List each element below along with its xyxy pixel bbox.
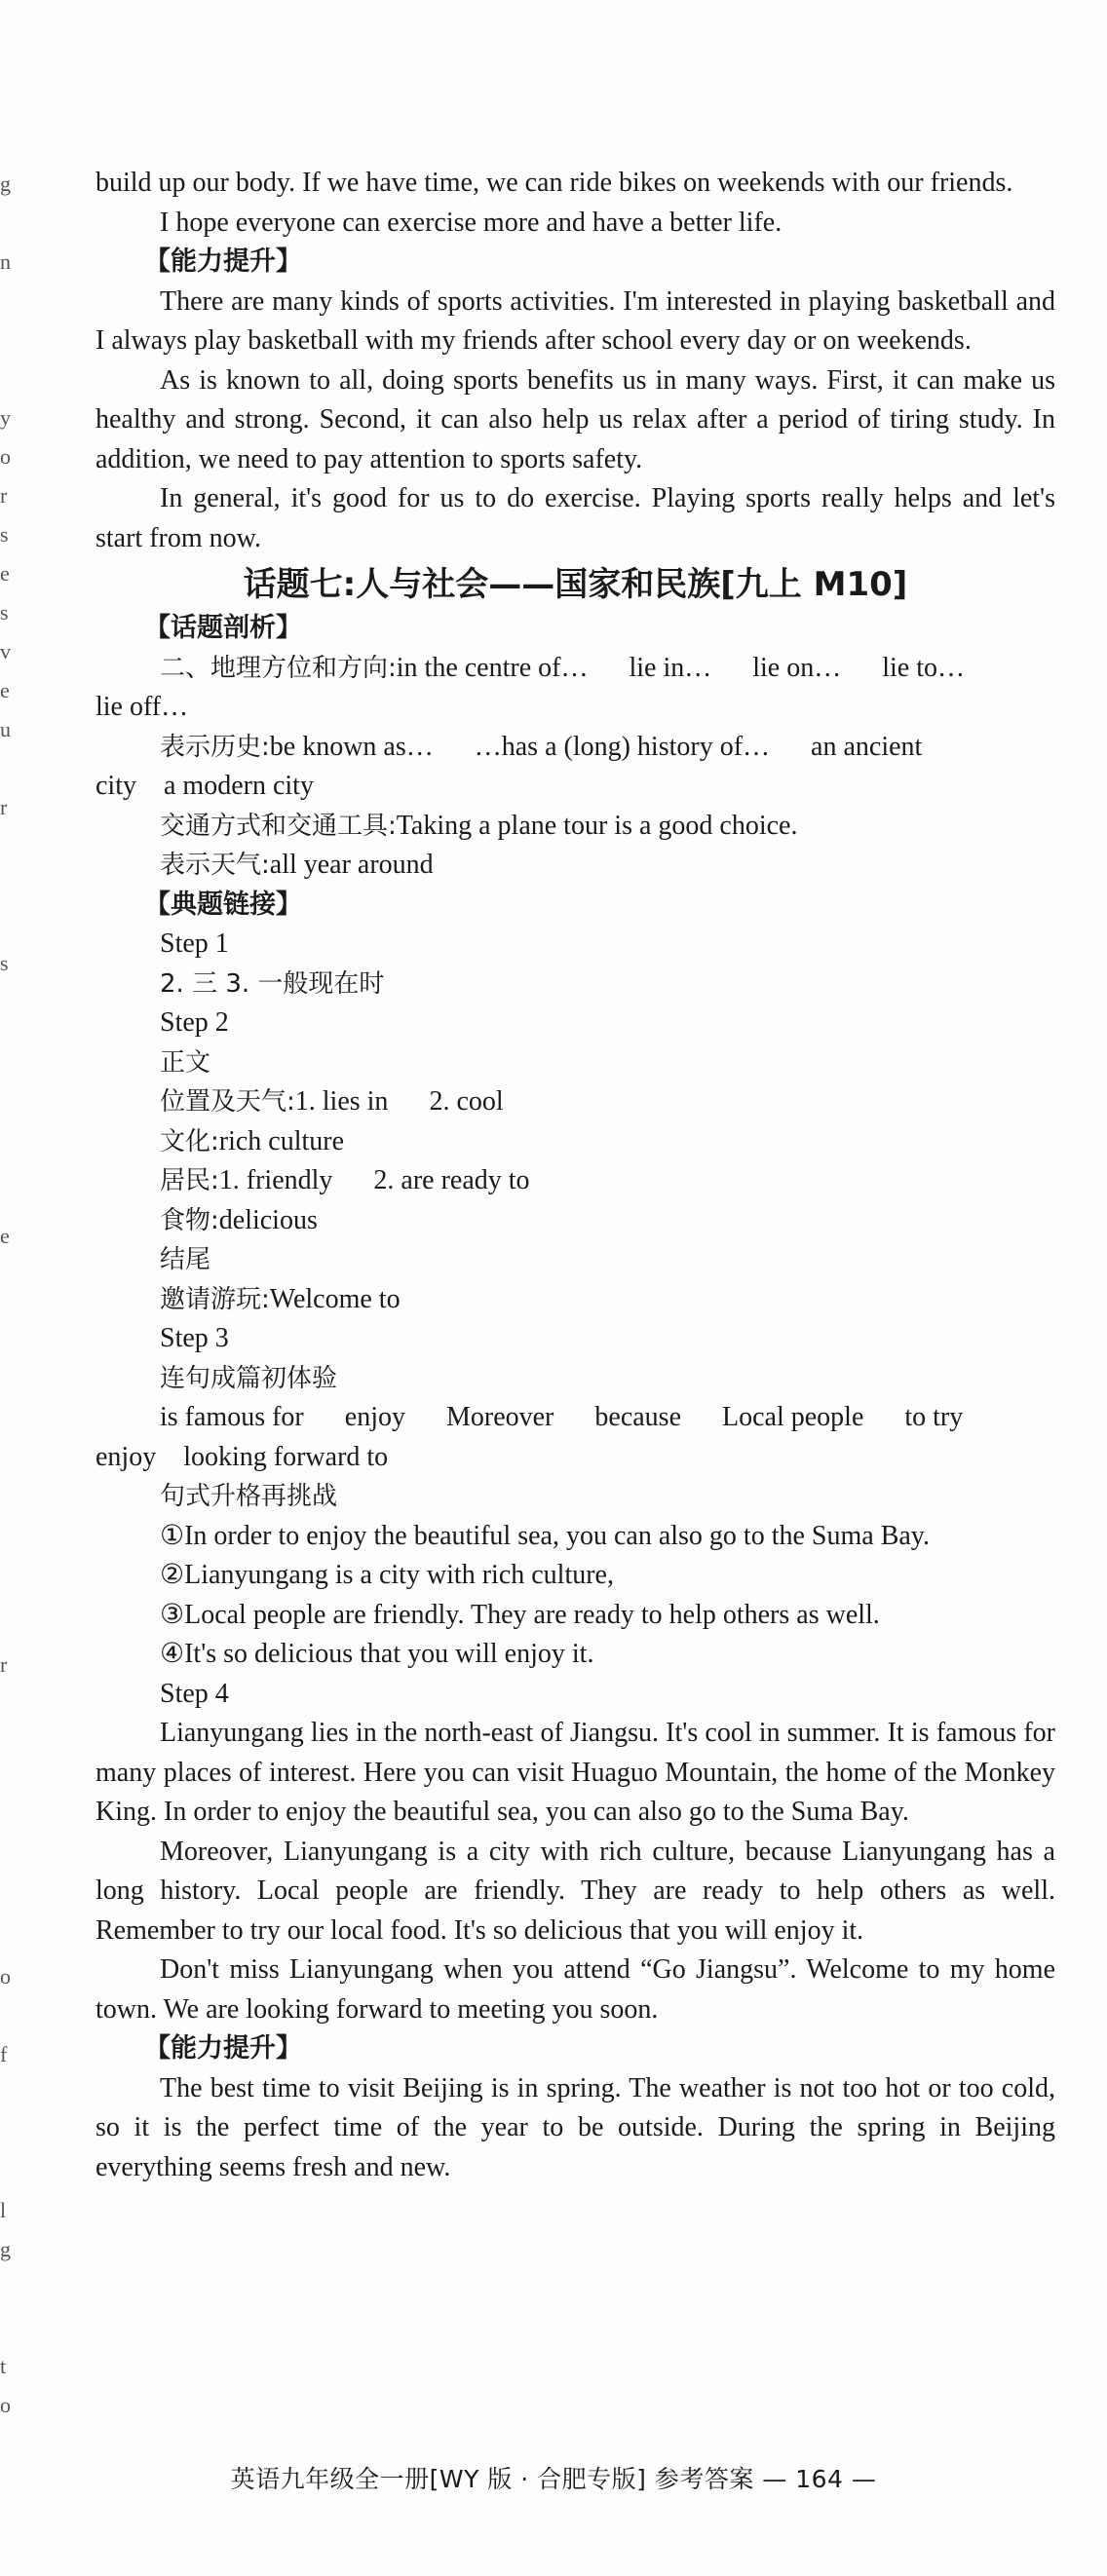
outline-body-label: 正文 (160, 1047, 211, 1078)
phrase: lie to… (882, 652, 965, 683)
model-essay-paragraph: Lianyungang lies in the north-east of Jiangsu. It's cool in summer. It is famous for many places of interest. Here you can visit Huaguo Mountain, the home of the Monkey King. In order to enjoy the beautiful sea, you can also go to the Suma Bay. (95, 1718, 1055, 1827)
model-essay-paragraph: Moreover, Lianyungang is a city with rich culture, because Lianyungang has a long history. Local people are friendly. They are ready to help others as well. Remember to try our local food. It's so delicious that you will enjoy it. (95, 1836, 1055, 1946)
phrase: rich culture (218, 1125, 345, 1156)
phrase: 2. are ready to (373, 1165, 530, 1195)
essay-closing: I hope everyone can exercise more and have a better life. (160, 207, 783, 238)
analysis-label: 表示历史: (160, 732, 270, 762)
topic-title: 话题七:人与社会——国家和民族[九上 M10] (243, 565, 908, 604)
upgraded-sentence: ④It's so delicious that you will enjoy it. (160, 1639, 594, 1669)
analysis-line-position (95, 649, 1055, 689)
phrase: …has a (long) history of… (474, 731, 771, 762)
step-label: Step 4 (160, 1678, 229, 1709)
edge-letter: n (0, 249, 11, 274)
edge-letter: o (0, 444, 11, 469)
outline-food (95, 1201, 1055, 1241)
phrase: Local people (722, 1402, 864, 1432)
analysis-line-transport (95, 807, 1055, 847)
outline-label: 居民: (160, 1166, 219, 1195)
phrase: city (95, 771, 136, 801)
step3-word-bank (95, 1398, 1055, 1438)
phrase: lie on… (752, 652, 842, 683)
phrase: is famous for (160, 1402, 304, 1432)
section-heading-ability: 【能力提升】 (144, 2033, 302, 2064)
analysis-label: 二、地理方位和方向: (160, 653, 397, 683)
edge-letter: s (0, 600, 9, 625)
phrase: Welcome to (269, 1283, 401, 1314)
ability-paragraph: As is known to all, doing sports benefits us in many ways. First, it can make us healthy and strong. Second, it can also help us relax after a period of tiring study. In addition, we need to pay attention to sports safety. (95, 364, 1055, 474)
ability-paragraph: There are many kinds of sports activities. I'm interested in playing basketball and I always play basketball with my friends after school every day or on weekends. (95, 285, 1055, 356)
phrase: delicious (218, 1204, 318, 1235)
essay-continuation: build up our body. If we have time, we can ride bikes on weekends with our friends. (95, 168, 1013, 198)
analysis-label: 表示天气: (160, 851, 270, 880)
phrase: enjoy (95, 1441, 157, 1472)
phrase: 2. cool (429, 1086, 504, 1117)
phrase: looking forward to (183, 1441, 389, 1472)
model-essay-paragraph: Don't miss Lianyungang when you attend “Go Jiangsu”. Welcome to my home town. We are looking forward to meeting you soon. (95, 1954, 1055, 2025)
section-heading-analysis: 【话题剖析】 (144, 613, 302, 643)
edge-letter: u (0, 717, 11, 741)
section-heading-ability: 【能力提升】 (144, 246, 302, 277)
edge-letter: e (0, 678, 10, 702)
step-label: Step 3 (160, 1323, 229, 1353)
analysis-line-position-cont: lie off… (95, 692, 189, 722)
edge-letter: l (0, 2198, 7, 2222)
outline-invite (95, 1280, 1055, 1320)
phrase: in the centre of… (396, 652, 589, 683)
section-heading-example: 【典题链接】 (144, 889, 302, 920)
phrase: because (594, 1402, 681, 1432)
upgraded-sentence: ③Local people are friendly. They are ready to help others as well. (160, 1599, 880, 1630)
analysis-line-weather (95, 846, 1055, 886)
edge-letter: g (0, 171, 11, 196)
phrase: 1. friendly (218, 1165, 333, 1195)
step3-word-bank-cont (95, 1438, 1055, 1478)
phrase: Taking a plane tour is a good choice. (396, 810, 798, 841)
edge-letter: v (0, 639, 11, 663)
phrase: Moreover (445, 1402, 554, 1432)
upgraded-sentence: ②Lianyungang is a city with rich culture, (160, 1560, 614, 1590)
step3-subheading: 连句成篇初体验 (160, 1363, 338, 1393)
edge-letter: g (0, 2237, 11, 2261)
edge-letter: y (0, 405, 11, 430)
outline-label: 邀请游玩: (160, 1284, 270, 1314)
edge-letter: o (0, 2393, 11, 2417)
phrase: all year around (269, 850, 434, 880)
step3-subheading: 句式升格再挑战 (160, 1482, 338, 1511)
step-label: Step 2 (160, 1007, 229, 1038)
edge-letter: r (0, 483, 8, 508)
analysis-line-history-cont (95, 767, 1055, 807)
edge-letter: r (0, 795, 8, 819)
analysis-label: 交通方式和交通工具: (160, 811, 397, 841)
edge-letter: r (0, 1652, 8, 1677)
phrase: a modern city (164, 771, 314, 801)
phrase: be known as… (269, 731, 434, 762)
phrase: to try (904, 1402, 964, 1432)
phrase: an ancient (811, 731, 923, 762)
phrase: 1. lies in (294, 1086, 389, 1117)
ability-paragraph: The best time to visit Beijing is in spring. The weather is not too hot or too cold, so it is the perfect time of the year to be outside. During the spring in Beijing everything seems fresh and new. (95, 2072, 1055, 2182)
edge-letter: f (0, 2042, 8, 2066)
outline-location (95, 1082, 1055, 1122)
outline-label: 位置及天气: (160, 1087, 295, 1117)
analysis-line-history (95, 728, 1055, 768)
edge-letter: e (0, 561, 10, 586)
left-edge-bleed-letters (0, 0, 19, 2533)
outline-culture (95, 1122, 1055, 1162)
outline-ending-label: 结尾 (160, 1245, 211, 1274)
edge-letter: s (0, 522, 9, 547)
phrase: lie in… (629, 652, 712, 683)
edge-letter: s (0, 951, 9, 975)
edge-letter: e (0, 1224, 10, 1248)
edge-letter: o (0, 1964, 11, 1989)
outline-residents (95, 1161, 1055, 1201)
page-footer: 英语九年级全一册[WY 版 · 合肥专版] 参考答案 — 164 — (230, 2465, 877, 2493)
outline-label: 食物: (160, 1205, 219, 1235)
edge-letter: t (0, 2354, 7, 2378)
step1-answers: 2. 三 3. 一般现在时 (160, 968, 385, 999)
ability-paragraph: In general, it's good for us to do exercise. Playing sports really helps and let's start from now. (95, 483, 1055, 553)
answer-content (95, 164, 1055, 2187)
step-label: Step 1 (160, 928, 229, 959)
upgraded-sentence: ①In order to enjoy the beautiful sea, you can also go to the Suma Bay. (160, 1520, 930, 1551)
phrase: enjoy (344, 1402, 405, 1432)
outline-label: 文化: (160, 1126, 219, 1156)
